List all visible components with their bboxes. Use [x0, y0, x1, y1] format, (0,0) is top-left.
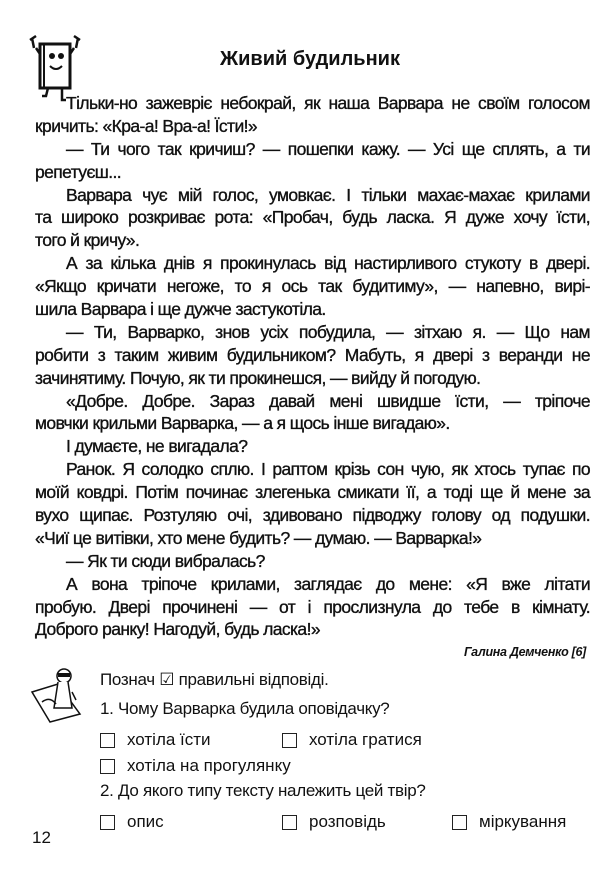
q1-option-2[interactable]: хотіла гратися — [282, 730, 422, 750]
text-line: — Ти, Варварко, знов усіх побудила, — зітхаю я. — Що нам — [66, 321, 590, 342]
text-line: вухо щипає. Розтуляю очі, здивовано підводжу голову од подушки. — [35, 505, 590, 526]
q1-option-1[interactable]: хотіла їсти — [100, 730, 211, 750]
q2-option-2[interactable]: розповідь — [282, 812, 386, 832]
text-line: А за кілька днів я прокинулась від настирливого стукоту в двері. — [66, 253, 590, 274]
checkbox[interactable] — [282, 815, 297, 830]
text-line: мовчки крильми Варварка, — а я щось інше вигадаю». — [35, 413, 450, 434]
checkbox[interactable] — [100, 815, 115, 830]
text-line: та широко розкриває рота: «Пробач, будь ласка. Я дуже хочу їсти, — [35, 207, 590, 228]
text-line: Ранок. Я солодко сплю. І раптом крізь сон чую, як хтось тупає по — [66, 459, 590, 480]
text-line: — Як ти сюди вибралась? — [66, 550, 265, 571]
q1-option-3[interactable]: хотіла на прогулянку — [100, 756, 291, 776]
text-line: «Добре. Добре. Зараз давай мені швидше їсти, — тріпоче — [66, 390, 590, 411]
character-on-carpet-icon — [28, 662, 88, 724]
text-line: того й кричу». — [35, 230, 140, 251]
text-line: — Ти чого так кричиш? — пошепки кажу. — Усі ще сплять, а ти — [66, 138, 590, 159]
text-line: «Чиї це витівки, хто мене будить? — думаю. — Варварка!» — [35, 527, 482, 548]
text-line: зачинятиму. Почую, як ти прокинешся, — вийду й погодую. — [35, 367, 481, 388]
q2-option-1[interactable]: опис — [100, 812, 164, 832]
text-line: Варвара чує мій голос, умовкає. І тільки махає-махає крилами — [66, 184, 590, 205]
q2-option-3[interactable]: міркування — [452, 812, 566, 832]
question-1: 1. Чому Варварка будила оповідачку? — [100, 699, 390, 718]
text-line: Доброго ранку! Нагодуй, будь ласка!» — [35, 619, 320, 640]
text-line: шила Варвара і ще дужче застукотіла. — [35, 299, 326, 320]
text-line: репетуєш... — [35, 161, 122, 182]
page-number: 12 — [32, 828, 51, 847]
page-title: Живий будильник — [220, 48, 400, 70]
story-text — [35, 92, 590, 641]
checkbox[interactable] — [452, 815, 467, 830]
text-line: моїй ковдрі. Потім починає злегенька смикати її, а тоді ще й мене за — [35, 482, 590, 503]
checkbox[interactable] — [282, 733, 297, 748]
text-line: А вона тріпоче крилами, заглядає до мене: «Я вже літати — [66, 573, 590, 594]
text-line: І думаєте, не вигадала? — [66, 436, 248, 457]
text-line: «Якщо кричати негоже, то я ось так будитиму», — напевно, вирі- — [35, 276, 590, 297]
checkbox[interactable] — [100, 733, 115, 748]
text-line: пробую. Двері прочинені — от і прослизнула до тебе в кімнату. — [35, 596, 590, 617]
author-credit: Галина Демченко [6] — [463, 645, 586, 659]
task-instruction: Познач ☑ правильні відповіді. — [100, 670, 329, 689]
text-line: кричить: «Кра-а! Вра-а! Їсти!» — [35, 115, 258, 136]
text-line: Тільки-но зажевріє небокрай, як наша Варвара не своїм голосом — [66, 93, 590, 113]
question-2: 2. До якого типу тексту належить цей твір? — [100, 781, 426, 800]
text-line: робити з таким живим будильником? Мабуть, я двері з веранди не — [35, 344, 590, 365]
checkbox[interactable] — [100, 759, 115, 774]
